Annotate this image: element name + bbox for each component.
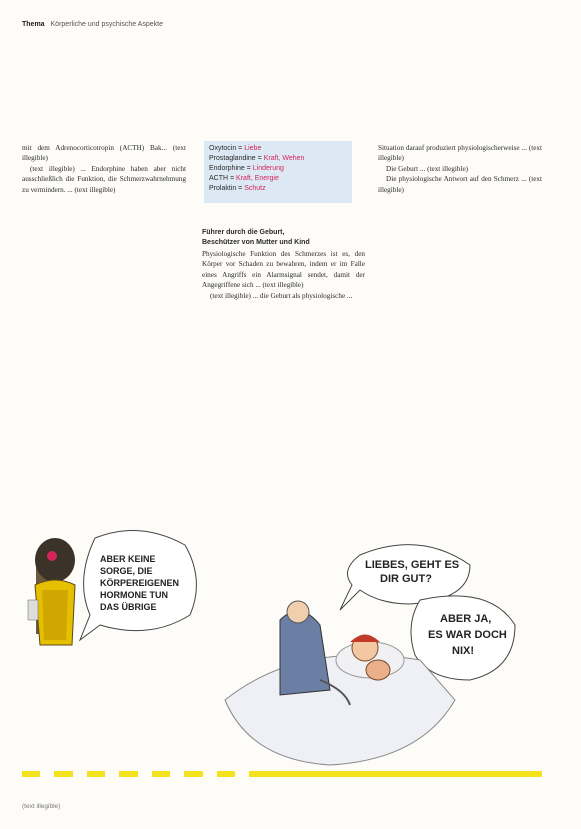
hormone-line: Prostaglandine = Kraft, Wehen [209,155,305,162]
col2-paragraph: (text illegible) ... die Geburt als physiologische ... [210,291,353,300]
hormone-line: ACTH = Kraft, Energie [209,175,279,182]
hormone-character [28,538,75,645]
section-heading: Führer durch die Geburt, Beschützer von Mutter und Kind [202,229,310,246]
header-topic: Körperliche und psychische Aspekte [50,21,163,28]
header-section: Thema [22,21,45,28]
hormone-line: Oxytocin = Liebe [209,145,262,152]
decorative-strip [22,771,542,777]
col3-paragraph: Die physiologische Antwort auf den Schmerz ... (text illegible) [378,175,542,194]
page-footer: (text illegible) [22,803,61,810]
bubble-right-2-text: ABER JA, ES WAR DOCH NIX! [428,613,507,657]
col3-paragraph: Situation darauf produziert physiologischerweise ... (text illegible) [378,144,542,163]
hormone-line: Prolaktin = Schutz [209,185,266,192]
col1-paragraph: mit dem Adrenocorticotropin (ACTH) Bak... (text illegible) [22,144,186,163]
hormone-line: Endorphine = Linderung [209,165,284,172]
col2-paragraph: Physiologische Funktion des Schmerzes ist es, den Körper vor Schaden zu bewahren, indem er im Falle eines Angriffs ein Alarmsignal sendet, damit der Angegriffene sich ... (text illegible) [202,250,365,290]
col1-paragraph: (text illegible) ... Endorphine haben aber nicht ausschließlich die Funktion, die Schmerzwahrnehmung zu vermindern. ... (text illegible) [22,164,186,194]
col3-paragraph: Die Geburt ... (text illegible) [386,164,469,173]
bubble-right-1-text: LIEBES, GEHT ES DIR GUT? [365,559,460,585]
bubble-left-text: ABER KEINE SORGE, DIE KÖRPEREIGENEN HORMONE TUN DAS ÜBRIGE [100,554,180,612]
